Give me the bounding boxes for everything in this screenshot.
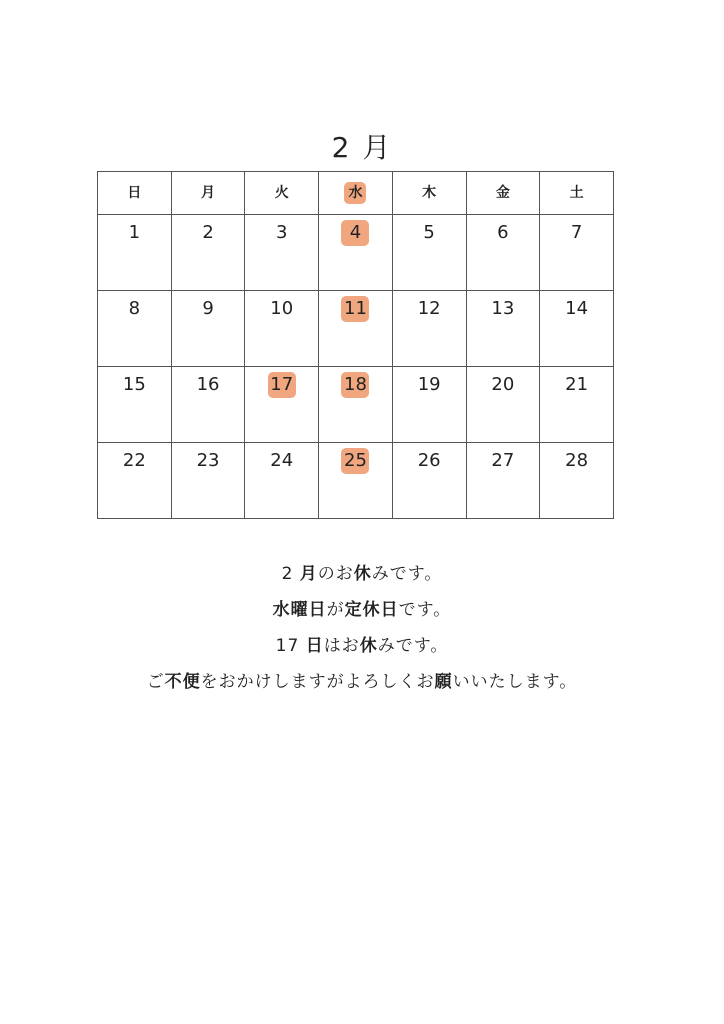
day-cell bbox=[245, 443, 319, 519]
weekday-label: 木 bbox=[422, 185, 437, 201]
day-number: 11 bbox=[341, 296, 369, 322]
day-number: 26 bbox=[417, 450, 441, 471]
day-cell bbox=[98, 367, 172, 443]
day-number: 1 bbox=[128, 222, 141, 243]
day-cell bbox=[98, 291, 172, 367]
day-cell bbox=[245, 215, 319, 291]
notice-text: が bbox=[326, 600, 345, 620]
day-cell bbox=[171, 291, 245, 367]
day-number: 18 bbox=[341, 372, 369, 398]
weekday-fri bbox=[466, 172, 540, 215]
weekday-label: 月 bbox=[201, 185, 216, 201]
notice-text: ご bbox=[146, 672, 165, 692]
day-cell bbox=[466, 215, 540, 291]
weekday-label: 水 bbox=[344, 182, 366, 204]
day-number: 15 bbox=[122, 374, 146, 395]
week-row bbox=[98, 215, 614, 291]
day-cell bbox=[466, 367, 540, 443]
weekday-thu bbox=[392, 172, 466, 215]
notice-bold-text: 願 bbox=[434, 672, 453, 692]
day-cell bbox=[171, 443, 245, 519]
notice-text: みです。 bbox=[377, 636, 449, 656]
day-cell bbox=[245, 291, 319, 367]
day-number: 4 bbox=[341, 220, 369, 246]
day-number: 8 bbox=[128, 298, 141, 319]
weekday-mon bbox=[171, 172, 245, 215]
day-number: 21 bbox=[565, 374, 589, 395]
weekday-label: 火 bbox=[274, 185, 289, 201]
day-cell bbox=[540, 291, 614, 367]
day-number: 10 bbox=[270, 298, 294, 319]
day-cell bbox=[540, 443, 614, 519]
day-number: 17 bbox=[268, 372, 296, 398]
notice-text: です。 bbox=[398, 600, 452, 620]
day-cell bbox=[540, 367, 614, 443]
notice-bold-text: 不便 bbox=[164, 672, 201, 692]
weekday-header-row bbox=[98, 172, 614, 215]
day-cell bbox=[245, 367, 319, 443]
notice-text: みです。 bbox=[371, 564, 443, 584]
day-cell bbox=[319, 215, 393, 291]
day-cell bbox=[319, 367, 393, 443]
weekday-label: 金 bbox=[495, 185, 510, 201]
day-cell bbox=[98, 215, 172, 291]
day-cell bbox=[466, 291, 540, 367]
day-number: 22 bbox=[122, 450, 146, 471]
day-number: 2 bbox=[202, 222, 214, 243]
day-cell bbox=[171, 215, 245, 291]
weekday-label: 土 bbox=[569, 185, 584, 201]
notice-text: はお bbox=[323, 636, 360, 656]
weekday-sat bbox=[540, 172, 614, 215]
week-row bbox=[98, 443, 614, 519]
notice-bold-text: 月 bbox=[299, 564, 318, 584]
weekday-wed bbox=[319, 172, 393, 215]
day-number: 6 bbox=[497, 222, 509, 243]
day-cell bbox=[540, 215, 614, 291]
weekday-label: 日 bbox=[127, 185, 142, 201]
notice-bold-text: 日 bbox=[305, 636, 324, 656]
notice-text: 17 bbox=[275, 636, 306, 656]
holiday-notice bbox=[0, 556, 724, 700]
notice-text: 2 bbox=[281, 564, 300, 584]
day-cell bbox=[392, 443, 466, 519]
day-number: 7 bbox=[570, 222, 583, 243]
day-cell bbox=[392, 291, 466, 367]
calendar-grid bbox=[97, 171, 614, 519]
day-number: 12 bbox=[417, 298, 441, 319]
day-cell bbox=[466, 443, 540, 519]
weekday-sun bbox=[98, 172, 172, 215]
notice-line bbox=[0, 592, 724, 628]
day-number: 20 bbox=[491, 374, 515, 395]
notice-line bbox=[0, 664, 724, 700]
day-cell bbox=[392, 367, 466, 443]
day-number: 19 bbox=[417, 374, 441, 395]
day-number: 24 bbox=[270, 450, 294, 471]
day-number: 5 bbox=[423, 222, 435, 243]
notice-line bbox=[0, 628, 724, 664]
day-number: 14 bbox=[565, 298, 589, 319]
day-cell bbox=[319, 291, 393, 367]
day-cell bbox=[98, 443, 172, 519]
day-cell bbox=[319, 443, 393, 519]
day-number: 25 bbox=[341, 448, 369, 474]
notice-bold-text: 休 bbox=[359, 636, 378, 656]
day-number: 3 bbox=[276, 222, 288, 243]
day-number: 27 bbox=[491, 450, 515, 471]
notice-bold-text: 休 bbox=[353, 564, 372, 584]
notice-text: をおかけしますがよろしくお bbox=[200, 672, 435, 692]
day-number: 23 bbox=[196, 450, 220, 471]
notice-bold-text: 定休日 bbox=[344, 600, 399, 620]
month-title: 2 月 bbox=[331, 131, 393, 164]
week-row bbox=[98, 367, 614, 443]
notice-text: のお bbox=[317, 564, 354, 584]
notice-text: いいたします。 bbox=[452, 672, 578, 692]
day-cell bbox=[171, 367, 245, 443]
day-number: 9 bbox=[202, 298, 214, 319]
day-number: 13 bbox=[491, 298, 515, 319]
notice-bold-text: 水曜日 bbox=[272, 600, 327, 620]
day-cell bbox=[392, 215, 466, 291]
day-number: 28 bbox=[565, 450, 589, 471]
notice-line bbox=[0, 556, 724, 592]
day-number: 16 bbox=[196, 374, 220, 395]
week-row bbox=[98, 291, 614, 367]
weekday-tue bbox=[245, 172, 319, 215]
